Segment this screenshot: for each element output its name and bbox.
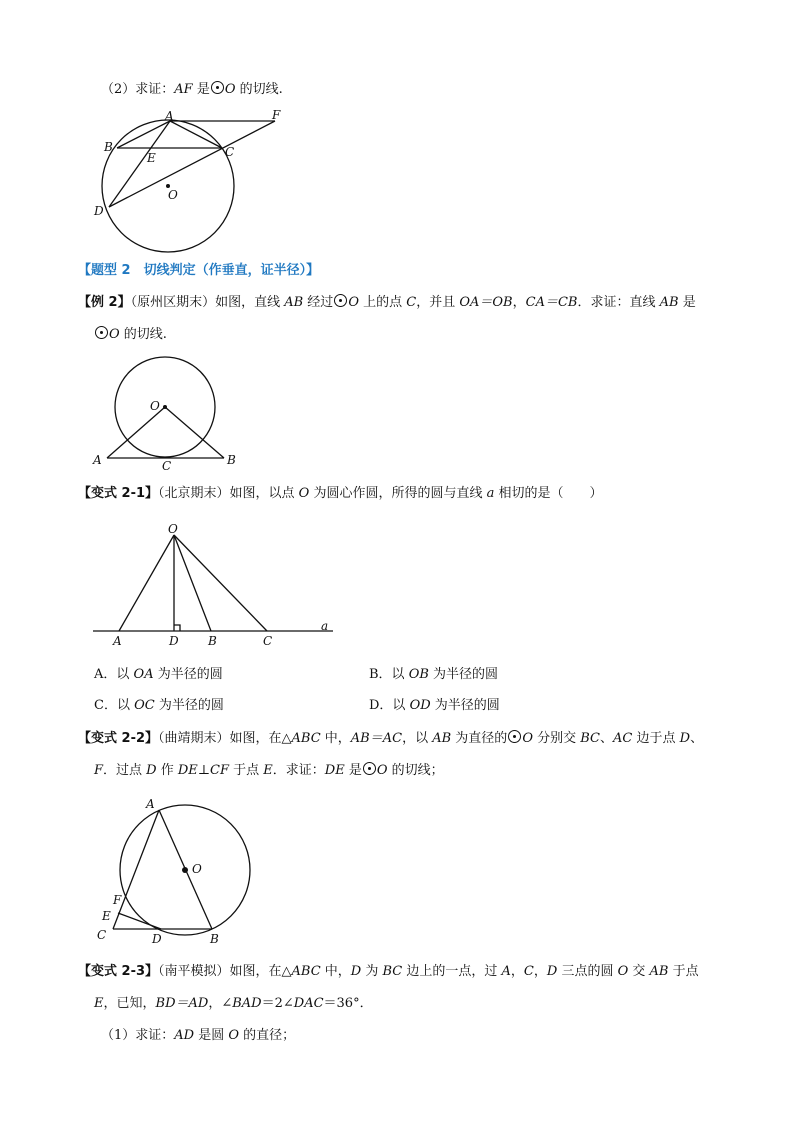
- fig1-label-C: C: [225, 145, 235, 159]
- text: 于点: [228, 763, 264, 778]
- fig3-label-D: D: [169, 634, 179, 648]
- text: 为半径的圆: [153, 667, 223, 682]
- var: DAC: [293, 996, 324, 1011]
- text: ．求证：直线: [577, 295, 660, 310]
- text: 的切线；: [387, 763, 444, 778]
- var: AC: [613, 731, 633, 746]
- text: 边上的一点，过: [402, 964, 502, 979]
- var: O: [376, 763, 388, 778]
- example-tag: 【例 2】: [78, 295, 131, 310]
- text: ．求证：: [272, 763, 325, 778]
- text: ，以: [402, 731, 433, 746]
- text: ，: [512, 295, 526, 310]
- var: ABC: [291, 964, 321, 979]
- fig4-label-C: C: [97, 928, 107, 942]
- text: ，: [510, 964, 524, 979]
- variant-tag: 【变式 2-2】: [78, 731, 159, 746]
- text: ，: [533, 964, 547, 979]
- text: ．过点: [103, 763, 147, 778]
- var: OC: [134, 698, 155, 713]
- fig4-label-B: B: [210, 932, 219, 946]
- var: O: [224, 82, 236, 97]
- text: 的直径；: [239, 1028, 296, 1043]
- fig4-center-point: [182, 867, 188, 873]
- var: AB: [649, 964, 669, 979]
- fig2-label-O: O: [150, 399, 160, 413]
- var: O: [617, 964, 629, 979]
- var: C: [406, 295, 417, 310]
- var: O: [522, 731, 533, 746]
- text: 分别交: [532, 731, 581, 746]
- text: 为直径的: [451, 731, 508, 746]
- fig3-label-C: C: [263, 634, 273, 648]
- text: 是: [678, 295, 696, 310]
- text: 为半径的圆: [430, 698, 500, 713]
- text: 是圆: [194, 1028, 229, 1043]
- text: 边于点: [632, 731, 680, 746]
- var: O: [298, 486, 310, 501]
- var: OD: [409, 698, 431, 713]
- var: O: [348, 295, 359, 310]
- text: （曲靖期末）如图，在△: [158, 731, 292, 746]
- fig3-label-a: a: [321, 619, 329, 633]
- fig1-label-E: E: [147, 151, 156, 165]
- text: 于点: [668, 964, 699, 979]
- text: 的切线.: [119, 327, 167, 342]
- text: 经过: [303, 295, 334, 310]
- text: 、: [690, 731, 704, 746]
- var: DE: [324, 763, 345, 778]
- fig2-label-A: A: [93, 453, 102, 467]
- variant-tag: 【变式 2-1】: [78, 486, 159, 501]
- fig1-label-A: A: [165, 109, 174, 123]
- fig3-label-A: A: [113, 634, 122, 648]
- topic-heading: 【题型 2 切线判定（作垂直，证半径）】: [78, 263, 320, 278]
- text: 相切的是（ ）: [494, 486, 603, 501]
- text: C．以: [94, 698, 135, 713]
- var: AD: [174, 1028, 195, 1043]
- text: （2）求证：: [101, 82, 175, 97]
- var: AB: [432, 731, 452, 746]
- fig3-label-B: B: [208, 634, 217, 648]
- var: O: [109, 327, 120, 342]
- var: AB＝AC: [350, 731, 403, 746]
- var: E: [94, 996, 104, 1011]
- variant-2-3-line-1: [78, 963, 699, 981]
- text: 为半径的圆: [154, 698, 224, 713]
- var: O: [228, 1028, 240, 1043]
- text: ，∠: [208, 996, 233, 1011]
- var: OB: [408, 667, 429, 682]
- fig4-label-F: F: [113, 893, 122, 907]
- text: ，已知，: [103, 996, 156, 1011]
- fig1-label-O: O: [168, 188, 178, 202]
- var: D: [546, 964, 558, 979]
- text: 中，: [320, 964, 351, 979]
- fig1-label-F: F: [272, 108, 281, 122]
- text: 为半径的圆: [428, 667, 499, 682]
- fig2-label-B: B: [227, 453, 236, 467]
- var: a: [486, 486, 495, 501]
- var: ABC: [291, 731, 321, 746]
- fig4-label-A: A: [146, 797, 155, 811]
- text: 是: [192, 82, 210, 97]
- fig3-label-O: O: [168, 522, 178, 536]
- text: （北京期末）如图，以点: [158, 486, 299, 501]
- text: 为: [361, 964, 383, 979]
- text: 作: [156, 763, 178, 778]
- var: BC: [580, 731, 600, 746]
- fig4-label-O: O: [192, 862, 202, 876]
- text: 交: [628, 964, 650, 979]
- text: 中，: [320, 731, 351, 746]
- text: B．以: [369, 667, 409, 682]
- variant-2-3-line-2: [94, 995, 373, 1013]
- text: 的切线.: [235, 82, 283, 97]
- var: E: [263, 763, 273, 778]
- text: 上的点: [358, 295, 407, 310]
- text: 是: [344, 763, 362, 778]
- var: D: [679, 731, 691, 746]
- text: ＝36°．: [323, 996, 373, 1011]
- var: D: [350, 964, 362, 979]
- var: D: [146, 763, 157, 778]
- var: OA＝OB: [459, 295, 513, 310]
- var: CA＝CB: [525, 295, 578, 310]
- text: 为圆心作圆，所得的圆与直线: [309, 486, 487, 501]
- var: BAD: [232, 996, 262, 1011]
- fig1-label-B: B: [104, 140, 113, 154]
- fig4-line-ED: [118, 913, 161, 929]
- var: A: [501, 964, 511, 979]
- var: AB: [284, 295, 304, 310]
- text: 三点的圆: [557, 964, 618, 979]
- var: AB: [659, 295, 679, 310]
- text: （1）求证：: [101, 1028, 175, 1043]
- text: （原州区期末）如图，直线: [130, 295, 285, 310]
- var: BC: [382, 964, 403, 979]
- fig4-label-D: D: [152, 932, 162, 946]
- text: A．以: [94, 667, 134, 682]
- variant-tag: 【变式 2-3】: [78, 964, 159, 979]
- fig2-label-C: C: [162, 459, 172, 473]
- var: DE⊥CF: [177, 763, 229, 778]
- fig1-label-D: D: [94, 204, 104, 218]
- text: ＝2∠: [261, 996, 294, 1011]
- var: OA: [133, 667, 154, 682]
- variant-2-3-part-1: [101, 1027, 295, 1045]
- fig4-label-E: E: [102, 909, 111, 923]
- var: F: [94, 763, 104, 778]
- var: AF: [174, 82, 193, 97]
- text: 、: [600, 731, 614, 746]
- text: D．以: [369, 698, 410, 713]
- text: （南平模拟）如图，在△: [158, 964, 292, 979]
- text: ，并且: [416, 295, 460, 310]
- var: C: [523, 964, 534, 979]
- var: BD＝AD: [155, 996, 209, 1011]
